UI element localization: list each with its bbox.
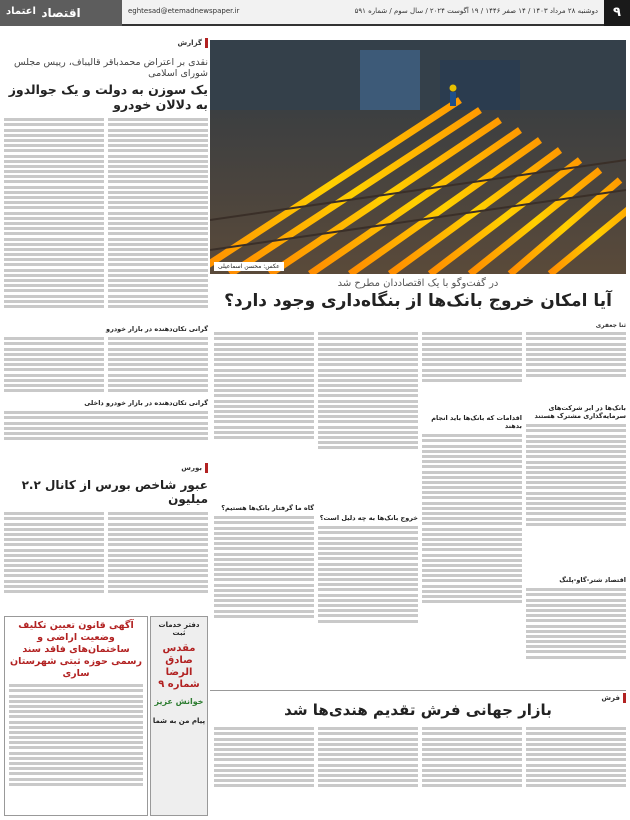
left-article [4, 30, 208, 459]
article-column [422, 725, 522, 815]
article-subhead: بانک‌ها در ابر شرکت‌های سرمایه‌گذاری مشترک هستند [534, 404, 626, 420]
section-tag: بورس [178, 463, 208, 473]
page-number: ۹ [604, 0, 630, 26]
article-kicker: نقدی بر اعتراض محمدباقر قالیباف، رییس مجلس شورای اسلامی [14, 57, 208, 79]
section-tag: گزارش [174, 38, 208, 48]
ad-line: مقدس صادق الرضا شماره ۹ [158, 643, 200, 690]
article-column [526, 725, 626, 815]
steel-mill-photo [210, 40, 626, 274]
carpet-headline[interactable]: بازار جهانی فرش تقدیم هندی‌ها شد [284, 701, 552, 719]
main-kicker: در گفت‌وگو با یک اقتصاددان مطرح شد [337, 278, 499, 289]
article-subhead: گرانی تکان‌دهنده در بازار خودرو [106, 325, 208, 333]
ad-line: خوانش عزیز [154, 697, 204, 706]
steel-mill-illustration [210, 40, 626, 274]
ad-line: پیام من به شما [152, 717, 206, 725]
main-headline-block [210, 278, 626, 311]
article-column [108, 335, 208, 395]
article-column [4, 116, 104, 321]
main-headline[interactable]: آیا امکان خروج بانک‌ها از بنگاه‌داری وجود دارد؟ [224, 291, 612, 311]
logo: اعتماد [6, 6, 36, 17]
email-address[interactable]: eghtesad@etemadnewspaper.ir [128, 7, 240, 15]
worker-figure [450, 85, 457, 107]
author-name: ثنا جعفری [595, 322, 626, 329]
article-subhead: اقدامات که بانک‌ها باید انجام بدهند [431, 414, 522, 430]
article-subhead: گرانی تکان‌دهنده در بازار خودرو داخلی [84, 399, 208, 407]
dateline: دوشنبه ۲۸ مرداد ۱۴۰۳ / ۱۴ صفر ۱۴۴۶ / ۱۹ آگوست ۲۰۲۴ / سال سوم / شماره ۵۹۱ [354, 7, 598, 15]
section-label: اقتصاد [41, 6, 81, 20]
legal-announcement [4, 616, 148, 816]
article-column [422, 330, 522, 690]
article-column [526, 330, 626, 690]
main-article-body [210, 330, 626, 690]
article-column [4, 409, 208, 459]
article-column [318, 330, 418, 690]
page-header [0, 0, 630, 26]
article-subhead: خروج بانک‌ها به چه دلیل است؟ [319, 514, 418, 522]
article-column [214, 330, 314, 690]
ad-line: دفتر خدمات ثبت [158, 621, 200, 637]
photo-credit: عکس: محسن اسماعیلی [214, 262, 284, 271]
sidebar-ad [150, 616, 208, 816]
article-column [214, 725, 314, 815]
carpet-article [210, 690, 626, 816]
exchange-headline[interactable]: عبور شاخص بورس از کانال ۲.۲ میلیون [21, 478, 208, 506]
announcement-title: آگهی قانون تعیین تکلیف وضعیت اراضی و ساختمان‌های فاقد سند رسمی حوزه ثبتی شهرستان ساری [10, 620, 142, 679]
article-subhead: گاه ما گرفتار بانک‌ها هستیم؟ [221, 504, 314, 512]
article-column [4, 335, 104, 395]
article-subhead: اقتصاد شتر-گاو-پلنگ [559, 576, 626, 584]
article-headline[interactable]: یک سوزن به دولت و یک جوالدوز به دلالان خودرو [8, 82, 208, 112]
article-column [108, 116, 208, 321]
article-column [318, 725, 418, 815]
section-tag: فرش [598, 693, 626, 703]
